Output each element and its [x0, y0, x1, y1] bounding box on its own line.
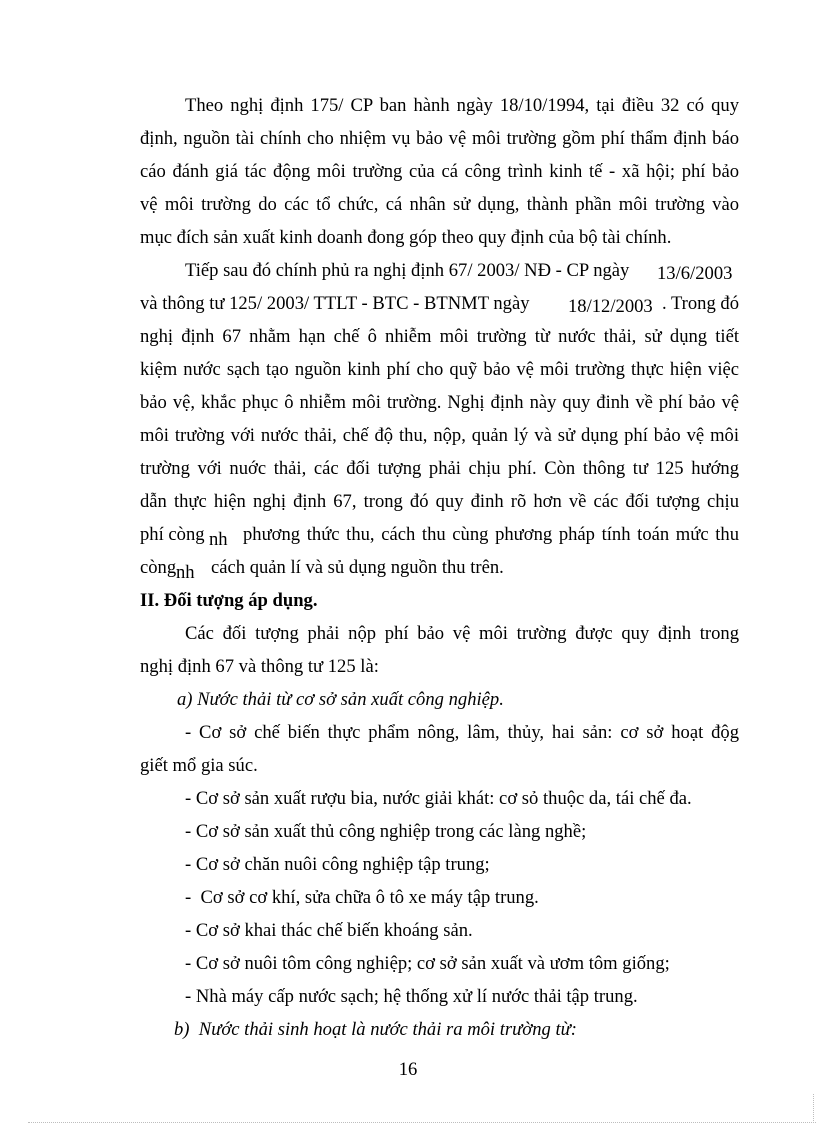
text-line: vệ môi trường do các tổ chức, cá nhân sử dụng, thành phần môi trường vào — [140, 194, 739, 215]
date-text: 13/6/2003 — [657, 263, 733, 284]
list-item: - Cơ sở sản xuất thủ công nghiệp trong các làng nghề; — [185, 821, 587, 842]
list-item: - Cơ sở khai thác chế biến khoáng sản. — [185, 920, 473, 941]
text-line: định, nguồn tài chính cho nhiệm vụ bảo vệ môi trường gồm phí thẩm định báo — [140, 128, 739, 149]
text-line: trường với nuớc thải, các đối tượng phải chịu phí. Còn thông tư 125 hướng — [140, 458, 739, 479]
text-line: cáo đánh giá tác động môi trường của cá công trình kinh tế - xã hội; phí bảo — [140, 161, 739, 182]
page-number: 16 — [398, 1059, 418, 1077]
date-text: 18/12/2003 — [568, 296, 653, 317]
list-item: - Cơ sở chế biến thực phẩm nông, lâm, thủy, hai sản: cơ sở hoạt độg — [185, 722, 739, 743]
subscript-nh: nh — [176, 562, 195, 583]
text-line: nghị định 67 và thông tư 125 là: — [140, 656, 379, 677]
text-line: . Trong đó — [662, 293, 739, 314]
text-line: phí còng — [140, 524, 205, 545]
list-item: - Cơ sở cơ khí, sửa chữa ô tô xe máy tập trung. — [185, 887, 539, 908]
text-line: môi trường với nước thải, chế độ thu, nộp, quản lý và sử dụng phí bảo vệ môi — [140, 425, 739, 446]
list-item: - Cơ sở chăn nuôi công nghiệp tập trung; — [185, 854, 490, 875]
subheading-a: a) Nước thải từ cơ sở sản xuất công nghiệp. — [177, 689, 504, 710]
text-line: kiệm nước sạch tạo nguồn kinh phí cho quỹ bảo vệ môi trường thực hiện việc — [140, 359, 739, 380]
list-item: - Cơ sở nuôi tôm công nghiệp; cơ sở sản xuất và ươm tôm giống; — [185, 953, 670, 974]
subscript-text — [209, 523, 235, 550]
list-item: - Nhà máy cấp nước sạch; hệ thống xử lí nước thải tập trung. — [185, 986, 638, 1007]
page-side-divider — [813, 1094, 814, 1123]
subscript-text — [176, 556, 202, 583]
text-line: Theo nghị định 175/ CP ban hành ngày 18/10/1994, tại điều 32 có quy — [185, 95, 739, 116]
text-line: giết mổ gia súc. — [140, 755, 258, 776]
text-line: mục đích sản xuất kinh doanh đong góp theo quy định của bộ tài chính. — [140, 227, 672, 248]
text-line: còng — [140, 557, 177, 578]
text-line: Các đối tượng phải nộp phí bảo vệ môi trường được quy định trong — [185, 623, 739, 644]
subheading-b: b) Nước thải sinh hoạt là nước thải ra môi trường từ: — [174, 1019, 577, 1040]
text-line: và thông tư 125/ 2003/ TTLT - BTC - BTNMT ngày — [140, 293, 530, 314]
section-heading: II. Đối tượng áp dụng. — [140, 590, 318, 611]
text-line: nghị định 67 nhằm hạn chế ô nhiễm môi trường từ nước thải, sử dụng tiết — [140, 326, 739, 347]
text-line: phương thức thu, cách thu cùng phương pháp tính toán mức thu — [243, 524, 739, 545]
subscript-nh: nh — [209, 529, 228, 550]
text-line: cách quản lí và sủ dụng nguồn thu trên. — [211, 557, 504, 578]
list-item: - Cơ sở sản xuất rượu bia, nước giải khát: cơ sỏ thuộc da, tái chế đa. — [185, 788, 692, 809]
text-line: dẫn thực hiện nghị định 67, trong đó quy đinh rõ hơn về các đối tượng chịu — [140, 491, 739, 512]
text-line: bảo vệ, khắc phục ô nhiễm môi trường. Nghị định này quy đinh về phí bảo vệ — [140, 392, 739, 413]
text-line: Tiếp sau đó chính phủ ra nghị định 67/ 2003/ NĐ - CP ngày — [185, 260, 630, 281]
